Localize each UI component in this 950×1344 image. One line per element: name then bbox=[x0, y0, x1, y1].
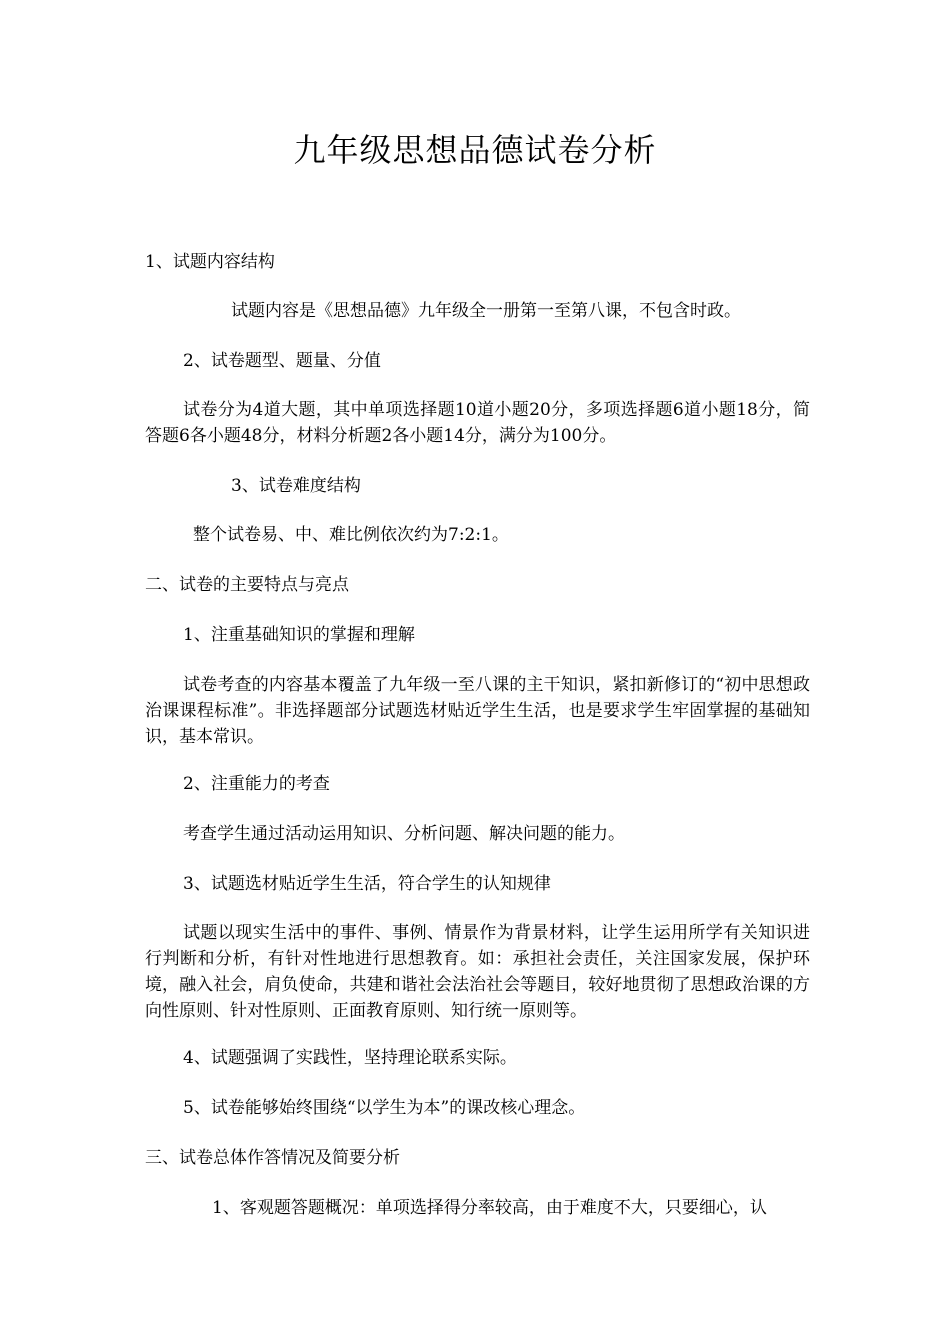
section-1-paragraph-1: 试题内容是《思想品德》九年级全一册第一至第八课，不包含时政。 bbox=[231, 301, 741, 321]
section-1-heading-2: 2、试卷题型、题量、分值 bbox=[183, 351, 381, 371]
section-1-heading-1: 1、试题内容结构 bbox=[145, 252, 275, 272]
section-2-paragraph-3: 试题以现实生活中的事件、事例、情景作为背景材料，让学生运用所学有关知识进行判断和分析，有针对性地进行思想教育。如：承担社会责任，关注国家发展，保护环境，融入社会，肩负使命，共建和谐社会法治社会等题目，较好地贯彻了思想政治课的方向性原则、针对性原则、正面教育原则、知行统一原则等。 bbox=[145, 923, 810, 1021]
section-2-subheading-5: 5、试卷能够始终围绕“以学生为本”的课改核心理念。 bbox=[183, 1098, 586, 1118]
section-2-heading: 二、试卷的主要特点与亮点 bbox=[145, 575, 349, 595]
section-2-subheading-2: 2、注重能力的考查 bbox=[183, 774, 330, 794]
document-title: 九年级思想品德试卷分析 bbox=[293, 131, 657, 169]
section-1-paragraph-2: 试卷分为4道大题，其中单项选择题10道小题20分，多项选择题6道小题18分，简答题6各小题48分，材料分析题2各小题14分，满分为100分。 bbox=[145, 400, 810, 446]
section-3-paragraph-1: 1、客观题答题概况：单项选择得分率较高，由于难度不大，只要细心，认 bbox=[212, 1198, 767, 1218]
section-2-subheading-1: 1、注重基础知识的掌握和理解 bbox=[183, 625, 415, 645]
section-1-heading-3: 3、试卷难度结构 bbox=[231, 476, 361, 496]
section-3-heading: 三、试卷总体作答情况及简要分析 bbox=[145, 1148, 400, 1168]
section-2-subheading-4: 4、试题强调了实践性，坚持理论联系实际。 bbox=[183, 1048, 517, 1068]
section-1-paragraph-3: 整个试卷易、中、难比例依次约为7:2:1。 bbox=[193, 525, 509, 545]
section-2-subheading-3: 3、试题选材贴近学生生活，符合学生的认知规律 bbox=[183, 874, 551, 894]
section-2-paragraph-1: 试卷考查的内容基本覆盖了九年级一至八课的主干知识，紧扣新修订的“初中思想政治课课程标准”。非选择题部分试题选材贴近学生生活，也是要求学生牢固掌握的基础知识，基本常识。 bbox=[145, 675, 810, 747]
section-2-paragraph-2: 考查学生通过活动运用知识、分析问题、解决问题的能力。 bbox=[183, 824, 625, 844]
